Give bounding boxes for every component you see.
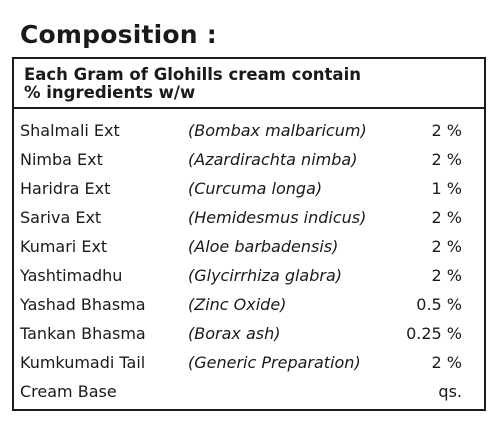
composition-heading: Composition : <box>20 20 217 49</box>
ingredient-source: (Generic Preparation) <box>188 353 361 372</box>
header-title: Each Gram of Glohills cream contain <box>24 65 361 84</box>
ingredient-row <box>14 378 484 407</box>
ingredient-source: (Borax ash) <box>188 324 281 343</box>
ingredient-row <box>14 117 484 146</box>
ingredient-source: (Aloe barbadensis) <box>188 237 339 256</box>
ingredient-percentage: 2 % <box>431 121 462 140</box>
ingredient-name: Haridra Ext <box>20 179 111 198</box>
composition-table <box>12 57 486 411</box>
ingredient-name: Nimba Ext <box>20 150 103 169</box>
ingredient-name: Yashad Bhasma <box>20 295 146 314</box>
ingredient-name: Kumkumadi Tail <box>20 353 146 372</box>
ingredient-source: (Zinc Oxide) <box>188 295 287 314</box>
ingredient-percentage: 2 % <box>431 266 462 285</box>
ingredient-source: (Hemidesmus indicus) <box>188 208 367 227</box>
ingredient-name: Shalmali Ext <box>20 121 120 140</box>
ingredient-percentage: 1 % <box>431 179 462 198</box>
ingredient-percentage: qs. <box>438 382 462 401</box>
ingredient-list <box>14 117 484 407</box>
ingredient-percentage: 2 % <box>431 237 462 256</box>
ingredient-name: Tankan Bhasma <box>20 324 146 343</box>
ingredient-row <box>14 262 484 291</box>
ingredient-name: Yashtimadhu <box>20 266 123 285</box>
ingredient-row <box>14 204 484 233</box>
table-header <box>14 59 484 109</box>
ingredient-source: (Azardirachta nimba) <box>188 150 358 169</box>
ingredient-percentage: 0.5 % <box>416 295 462 314</box>
ingredient-source: (Glycirrhiza glabra) <box>188 266 343 285</box>
ingredient-name: Kumari Ext <box>20 237 108 256</box>
ingredient-row <box>14 233 484 262</box>
ingredient-row <box>14 320 484 349</box>
ingredient-row <box>14 349 484 378</box>
ingredient-name: Cream Base <box>20 382 117 401</box>
ingredient-percentage: 0.25 % <box>406 324 462 343</box>
ingredient-percentage: 2 % <box>431 208 462 227</box>
header-subtitle: % ingredients w/w <box>24 83 196 102</box>
ingredient-source: (Bombax malbaricum) <box>188 121 367 140</box>
ingredient-percentage: 2 % <box>431 150 462 169</box>
ingredient-percentage: 2 % <box>431 353 462 372</box>
ingredient-source: (Curcuma longa) <box>188 179 323 198</box>
ingredient-row <box>14 291 484 320</box>
ingredient-row <box>14 175 484 204</box>
ingredient-name: Sariva Ext <box>20 208 102 227</box>
ingredient-row <box>14 146 484 175</box>
